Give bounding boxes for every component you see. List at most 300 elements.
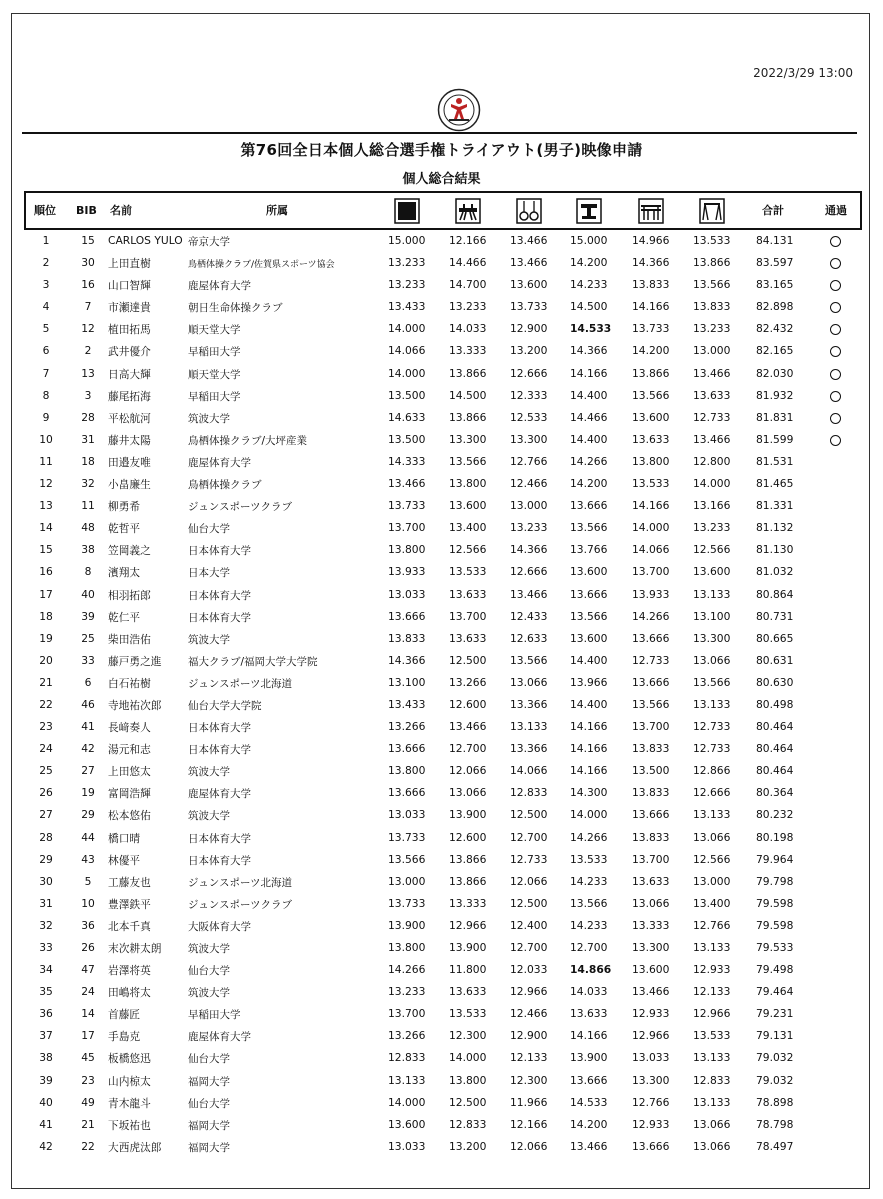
table-row xyxy=(24,319,862,341)
name-cell: 首藤匠 xyxy=(108,1008,141,1022)
name-cell: 山口智輝 xyxy=(108,279,151,293)
parallel-bars-score: 13.466 xyxy=(632,985,670,999)
timestamp: 2022/3/29 13:00 xyxy=(753,66,853,80)
table-row xyxy=(24,717,862,739)
pommel-horse-score: 13.866 xyxy=(449,874,487,888)
table-row xyxy=(24,761,862,783)
vault-score: 14.400 xyxy=(570,432,608,446)
bib-cell: 32 xyxy=(81,477,95,491)
high-bar-score: 12.766 xyxy=(693,918,731,932)
total-cell: 81.599 xyxy=(756,432,794,446)
name-cell: 青木龍斗 xyxy=(108,1096,151,1110)
rings-score: 13.466 xyxy=(510,587,548,601)
table-row xyxy=(24,1026,862,1048)
high-bar-score: 13.000 xyxy=(693,344,731,358)
rank-cell: 7 xyxy=(42,366,50,380)
pommel-horse-score: 12.966 xyxy=(449,918,487,932)
rank-cell: 21 xyxy=(39,675,53,689)
rings-score: 12.466 xyxy=(510,1007,548,1021)
high-bar-score: 13.133 xyxy=(693,697,731,711)
affiliation-cell: 順天堂大学 xyxy=(188,368,241,381)
total-cell: 81.130 xyxy=(756,543,794,557)
rank-cell: 15 xyxy=(39,543,53,557)
pommel-horse-score: 13.633 xyxy=(449,631,487,645)
parallel-bars-icon xyxy=(638,198,664,224)
floor-score: 14.066 xyxy=(388,344,426,358)
rank-cell: 42 xyxy=(39,1139,53,1153)
affiliation-cell: 仙台大学 xyxy=(188,1053,230,1066)
table-row xyxy=(24,783,862,805)
vault-score: 13.666 xyxy=(570,499,608,513)
table-row xyxy=(24,364,862,386)
floor-score: 13.733 xyxy=(388,499,426,513)
table-row xyxy=(24,739,862,761)
affiliation-cell: 鳥栖体操クラブ/佐賀県スポーツ協会 xyxy=(188,260,335,271)
rings-score: 12.033 xyxy=(510,963,548,977)
pommel-horse-score: 13.800 xyxy=(449,1073,487,1087)
vault-score: 14.533 xyxy=(570,1095,608,1109)
pass-mark-icon xyxy=(830,391,841,402)
rank-cell: 18 xyxy=(39,609,53,623)
pommel-horse-score: 13.566 xyxy=(449,454,487,468)
affiliation-cell: 日本大学 xyxy=(188,567,230,580)
bib-cell: 41 xyxy=(81,720,95,734)
name-cell: 藤戸勇之進 xyxy=(108,654,162,668)
pommel-horse-score: 12.500 xyxy=(449,1095,487,1109)
rings-score: 12.666 xyxy=(510,366,548,380)
vault-icon xyxy=(576,198,602,224)
name-cell: 手島克 xyxy=(108,1030,141,1044)
name-cell: 末次耕太朗 xyxy=(108,942,162,955)
vault-score: 14.166 xyxy=(570,742,608,756)
bib-cell: 33 xyxy=(81,653,95,667)
vault-score: 13.666 xyxy=(570,1073,608,1087)
affiliation-cell: 仙台大学 xyxy=(188,965,230,978)
rings-score: 14.366 xyxy=(510,543,548,557)
high-bar-score: 12.866 xyxy=(693,764,731,778)
floor-score: 13.000 xyxy=(388,874,426,888)
total-cell: 84.131 xyxy=(756,234,794,247)
rings-score: 12.700 xyxy=(510,941,548,954)
pommel-horse-score: 12.166 xyxy=(449,234,487,247)
parallel-bars-score: 13.866 xyxy=(632,366,670,380)
affiliation-cell: 日本体育大学 xyxy=(188,744,251,757)
pommel-horse-score: 12.700 xyxy=(449,742,487,756)
affiliation-cell: 大阪体育大学 xyxy=(188,920,251,933)
header-name: 名前 xyxy=(110,204,132,217)
pommel-horse-score: 13.200 xyxy=(449,1139,487,1153)
vault-score: 13.666 xyxy=(570,587,608,601)
rank-cell: 2 xyxy=(42,256,50,270)
high-bar-score: 13.233 xyxy=(693,322,731,336)
floor-score: 14.333 xyxy=(388,454,426,468)
parallel-bars-score: 13.633 xyxy=(632,874,670,888)
high-bar-score: 12.933 xyxy=(693,963,731,977)
bib-cell: 3 xyxy=(84,388,92,402)
bib-cell: 12 xyxy=(81,322,95,336)
rank-cell: 23 xyxy=(39,720,53,734)
vault-score: 14.233 xyxy=(570,278,608,292)
pass-mark-icon xyxy=(830,280,841,291)
affiliation-cell: 福岡大学 xyxy=(188,1119,230,1132)
table-row xyxy=(24,805,862,827)
floor-score: 13.700 xyxy=(388,1007,426,1021)
rings-score: 13.600 xyxy=(510,278,548,292)
name-cell: 田嶋将太 xyxy=(108,986,151,1000)
table-row xyxy=(24,430,862,452)
high-bar-score: 12.666 xyxy=(693,786,731,800)
floor-score: 13.900 xyxy=(388,918,426,932)
rank-cell: 16 xyxy=(39,565,53,579)
floor-score: 13.666 xyxy=(388,742,426,756)
floor-score: 13.933 xyxy=(388,565,426,579)
floor-score: 14.633 xyxy=(388,410,426,424)
table-row xyxy=(24,982,862,1004)
parallel-bars-score: 13.500 xyxy=(632,764,670,778)
name-cell: 乾仁平 xyxy=(108,610,141,624)
high-bar-score: 13.533 xyxy=(693,234,731,247)
table-row xyxy=(24,938,862,960)
rings-score: 13.233 xyxy=(510,521,548,535)
name-cell: 寺地祐次郎 xyxy=(108,698,162,712)
pommel-horse-score: 12.066 xyxy=(449,764,487,778)
parallel-bars-score: 13.666 xyxy=(632,675,670,689)
total-cell: 79.231 xyxy=(756,1007,794,1021)
rank-cell: 17 xyxy=(39,587,53,601)
table-row xyxy=(24,540,862,562)
table-row xyxy=(24,386,862,408)
name-cell: 北本千真 xyxy=(108,919,151,933)
name-cell: 小畠廉生 xyxy=(108,478,151,492)
rank-cell: 31 xyxy=(39,896,53,910)
table-row xyxy=(24,1093,862,1115)
name-cell: 長﨑奏人 xyxy=(108,721,151,735)
parallel-bars-score: 13.600 xyxy=(632,410,670,424)
floor-score: 14.000 xyxy=(388,1095,426,1109)
vault-score: 14.200 xyxy=(570,477,608,491)
parallel-bars-score: 12.733 xyxy=(632,653,670,667)
bib-cell: 43 xyxy=(81,852,95,866)
vault-score: 14.366 xyxy=(570,344,608,358)
table-row xyxy=(24,297,862,319)
affiliation-cell: 仙台大学 xyxy=(188,1097,230,1110)
pommel-horse-score: 14.466 xyxy=(449,256,487,270)
rings-score: 12.766 xyxy=(510,454,548,468)
vault-score: 13.766 xyxy=(570,543,608,557)
affiliation-cell: 鳥栖体操クラブ xyxy=(188,479,262,492)
rings-score: 12.133 xyxy=(510,1051,548,1065)
rank-cell: 26 xyxy=(39,786,53,800)
bib-cell: 28 xyxy=(81,410,95,424)
parallel-bars-score: 13.700 xyxy=(632,720,670,734)
pommel-horse-score: 13.633 xyxy=(449,985,487,999)
rings-score: 12.300 xyxy=(510,1073,548,1087)
high-bar-score: 13.600 xyxy=(693,565,731,579)
rank-cell: 10 xyxy=(39,432,53,446)
high-bar-score: 13.066 xyxy=(693,653,731,667)
high-bar-score: 12.733 xyxy=(693,410,731,424)
parallel-bars-score: 13.700 xyxy=(632,852,670,866)
rank-cell: 19 xyxy=(39,631,53,645)
pass-mark-icon xyxy=(830,258,841,269)
parallel-bars-score: 13.566 xyxy=(632,388,670,402)
high-bar-score: 13.400 xyxy=(693,896,731,910)
parallel-bars-score: 13.066 xyxy=(632,896,670,910)
pommel-horse-score: 13.866 xyxy=(449,410,487,424)
vault-score: 14.200 xyxy=(570,1117,608,1131)
vault-score: 13.633 xyxy=(570,1007,608,1021)
bib-cell: 19 xyxy=(81,786,95,800)
table-row xyxy=(24,629,862,651)
high-bar-score: 12.966 xyxy=(693,1007,731,1021)
total-cell: 80.464 xyxy=(756,742,794,756)
pommel-horse-score: 13.700 xyxy=(449,609,487,623)
total-cell: 80.364 xyxy=(756,786,794,800)
parallel-bars-score: 13.666 xyxy=(632,808,670,822)
total-cell: 80.464 xyxy=(756,764,794,778)
floor-score: 13.033 xyxy=(388,808,426,822)
rank-cell: 6 xyxy=(42,344,50,358)
vault-score: 13.600 xyxy=(570,565,608,579)
floor-score: 13.266 xyxy=(388,720,426,734)
floor-score: 13.666 xyxy=(388,609,426,623)
high-bar-score: 13.533 xyxy=(693,1029,731,1043)
rings-score: 12.500 xyxy=(510,808,548,822)
table-row xyxy=(24,1115,862,1137)
pass-mark-icon xyxy=(830,369,841,380)
name-cell: 植田拓馬 xyxy=(108,323,151,337)
parallel-bars-score: 13.833 xyxy=(632,742,670,756)
high-bar-score: 12.733 xyxy=(693,720,731,734)
affiliation-cell: 朝日生命体操クラブ xyxy=(188,302,283,315)
parallel-bars-score: 14.000 xyxy=(632,521,670,535)
name-cell: 上田直樹 xyxy=(108,257,151,271)
name-cell: 武井優介 xyxy=(108,345,151,359)
total-cell: 78.798 xyxy=(756,1117,794,1131)
vault-score: 13.566 xyxy=(570,521,608,535)
affiliation-cell: 順天堂大学 xyxy=(188,324,241,337)
bib-cell: 2 xyxy=(84,344,92,358)
rank-cell: 13 xyxy=(39,499,53,513)
rank-cell: 36 xyxy=(39,1007,53,1021)
parallel-bars-score: 12.933 xyxy=(632,1007,670,1021)
pass-mark-icon xyxy=(830,302,841,313)
rank-cell: 34 xyxy=(39,963,53,977)
vault-score: 14.400 xyxy=(570,697,608,711)
parallel-bars-score: 13.833 xyxy=(632,830,670,844)
rings-score: 12.433 xyxy=(510,609,548,623)
total-cell: 79.032 xyxy=(756,1051,794,1065)
parallel-bars-score: 13.666 xyxy=(632,631,670,645)
table-header xyxy=(24,191,862,230)
table-row xyxy=(24,894,862,916)
high-bar-score: 13.466 xyxy=(693,366,731,380)
total-cell: 79.598 xyxy=(756,918,794,932)
high-bar-score: 12.800 xyxy=(693,454,731,468)
name-cell: 富岡浩輝 xyxy=(108,787,151,801)
floor-score: 13.700 xyxy=(388,521,426,535)
header-pass: 通過 xyxy=(825,204,847,217)
name-cell: 相羽拓郎 xyxy=(108,588,151,602)
floor-score: 13.233 xyxy=(388,278,426,292)
pass-mark-icon xyxy=(830,346,841,357)
floor-score: 14.000 xyxy=(388,322,426,336)
bib-cell: 27 xyxy=(81,764,95,778)
rank-cell: 8 xyxy=(42,388,50,402)
total-cell: 81.831 xyxy=(756,410,794,424)
rank-cell: 22 xyxy=(39,697,53,711)
vault-score: 14.400 xyxy=(570,653,608,667)
floor-score: 13.566 xyxy=(388,852,426,866)
floor-score: 13.266 xyxy=(388,1029,426,1043)
rank-cell: 14 xyxy=(39,521,53,535)
name-cell: 乾哲平 xyxy=(108,522,141,536)
name-cell: 山内椋太 xyxy=(108,1074,151,1088)
parallel-bars-score: 13.700 xyxy=(632,565,670,579)
parallel-bars-score: 13.800 xyxy=(632,454,670,468)
vault-score: 13.900 xyxy=(570,1051,608,1065)
header-bib: BIB xyxy=(76,204,97,217)
vault-score: 14.166 xyxy=(570,764,608,778)
high-bar-score: 14.000 xyxy=(693,477,731,491)
bib-cell: 49 xyxy=(81,1095,95,1109)
vault-score: 13.466 xyxy=(570,1139,608,1153)
bib-cell: 31 xyxy=(81,432,95,446)
total-cell: 79.533 xyxy=(756,941,794,954)
high-bar-score: 13.100 xyxy=(693,609,731,623)
total-cell: 80.731 xyxy=(756,609,794,623)
name-cell: 濱翔太 xyxy=(108,566,141,580)
table-row xyxy=(24,518,862,540)
rings-score: 12.466 xyxy=(510,477,548,491)
rank-cell: 12 xyxy=(39,477,53,491)
table-row xyxy=(24,695,862,717)
pommel-horse-score: 12.600 xyxy=(449,830,487,844)
bib-cell: 13 xyxy=(81,366,95,380)
affiliation-cell: 早稲田大学 xyxy=(188,346,241,359)
vault-score: 13.600 xyxy=(570,631,608,645)
affiliation-cell: 早稲田大学 xyxy=(188,390,241,403)
parallel-bars-score: 14.066 xyxy=(632,543,670,557)
name-cell: 柳勇希 xyxy=(108,500,141,514)
table-row xyxy=(24,916,862,938)
high-bar-score: 13.866 xyxy=(693,256,731,270)
title-rule xyxy=(22,132,857,134)
total-cell: 80.631 xyxy=(756,653,794,667)
high-bar-score: 13.133 xyxy=(693,1095,731,1109)
rank-cell: 32 xyxy=(39,918,53,932)
total-cell: 79.598 xyxy=(756,896,794,910)
association-logo-icon xyxy=(437,88,481,132)
parallel-bars-score: 13.666 xyxy=(632,1139,670,1153)
bib-cell: 7 xyxy=(84,300,92,314)
rings-score: 12.700 xyxy=(510,830,548,844)
pommel-horse-score: 13.533 xyxy=(449,1007,487,1021)
affiliation-cell: 鳥栖体操クラブ/大坪産業 xyxy=(188,434,308,447)
rings-score: 12.666 xyxy=(510,565,548,579)
pommel-horse-score: 13.333 xyxy=(449,896,487,910)
pommel-horse-score: 12.300 xyxy=(449,1029,487,1043)
table-row xyxy=(24,585,862,607)
parallel-bars-score: 12.766 xyxy=(632,1095,670,1109)
high-bar-score: 13.833 xyxy=(693,300,731,314)
high-bar-score: 13.566 xyxy=(693,675,731,689)
high-bar-score: 13.566 xyxy=(693,278,731,292)
vault-score: 14.166 xyxy=(570,720,608,734)
name-cell: 藤尾拓海 xyxy=(108,389,151,403)
total-cell: 81.032 xyxy=(756,565,794,579)
affiliation-cell: 筑波大学 xyxy=(188,766,230,779)
rings-score: 12.633 xyxy=(510,631,548,645)
rings-score: 13.000 xyxy=(510,499,548,513)
total-cell: 79.464 xyxy=(756,985,794,999)
pommel-horse-score: 14.000 xyxy=(449,1051,487,1065)
bib-cell: 17 xyxy=(81,1029,95,1043)
name-cell: 藤井太陽 xyxy=(108,433,151,447)
page-title: 第76回全日本個人総合選手権トライアウト(男子)映像申請 xyxy=(240,141,643,159)
table-row xyxy=(24,231,862,253)
total-cell: 81.331 xyxy=(756,499,794,513)
rank-cell: 9 xyxy=(42,410,50,424)
bib-cell: 47 xyxy=(81,963,95,977)
rings-score: 12.500 xyxy=(510,896,548,910)
pommel-horse-score: 14.700 xyxy=(449,278,487,292)
rings-score: 13.733 xyxy=(510,300,548,314)
rings-score: 13.466 xyxy=(510,256,548,270)
vault-score: 13.566 xyxy=(570,896,608,910)
total-cell: 81.531 xyxy=(756,454,794,468)
rank-cell: 30 xyxy=(39,874,53,888)
floor-score: 13.833 xyxy=(388,631,426,645)
vault-score: 14.233 xyxy=(570,874,608,888)
total-cell: 80.232 xyxy=(756,808,794,822)
bib-cell: 26 xyxy=(81,941,95,954)
rings-score: 12.066 xyxy=(510,1139,548,1153)
pommel-horse-score: 12.566 xyxy=(449,543,487,557)
affiliation-cell: ジュンスポーツクラブ xyxy=(188,501,292,514)
bib-cell: 44 xyxy=(81,830,95,844)
name-cell: 市瀬達貴 xyxy=(108,301,151,315)
high-bar-score: 12.566 xyxy=(693,543,731,557)
affiliation-cell: 福岡大学 xyxy=(188,1141,230,1154)
pommel-horse-score: 13.066 xyxy=(449,786,487,800)
rings-score: 13.200 xyxy=(510,344,548,358)
parallel-bars-score: 12.933 xyxy=(632,1117,670,1131)
affiliation-cell: 筑波大学 xyxy=(188,633,230,646)
rank-cell: 28 xyxy=(39,830,53,844)
table-row xyxy=(24,828,862,850)
high-bar-score: 13.133 xyxy=(693,1051,731,1065)
affiliation-cell: 帝京大学 xyxy=(188,236,230,248)
name-cell: 岩澤将英 xyxy=(108,964,151,978)
vault-score: 14.166 xyxy=(570,366,608,380)
vault-score: 13.966 xyxy=(570,675,608,689)
affiliation-cell: 福大クラブ/福岡大学大学院 xyxy=(188,655,318,668)
rank-cell: 1 xyxy=(42,234,50,247)
affiliation-cell: ジュンスポーツクラブ xyxy=(188,898,292,911)
total-cell: 80.864 xyxy=(756,587,794,601)
affiliation-cell: 鹿屋体育大学 xyxy=(188,788,251,801)
rings-score: 14.066 xyxy=(510,764,548,778)
bib-cell: 39 xyxy=(81,609,95,623)
bib-cell: 42 xyxy=(81,742,95,756)
bib-cell: 23 xyxy=(81,1073,95,1087)
total-cell: 82.898 xyxy=(756,300,794,314)
rings-score: 12.333 xyxy=(510,388,548,402)
table-row xyxy=(24,452,862,474)
table-row xyxy=(24,673,862,695)
rings-score: 13.066 xyxy=(510,675,548,689)
